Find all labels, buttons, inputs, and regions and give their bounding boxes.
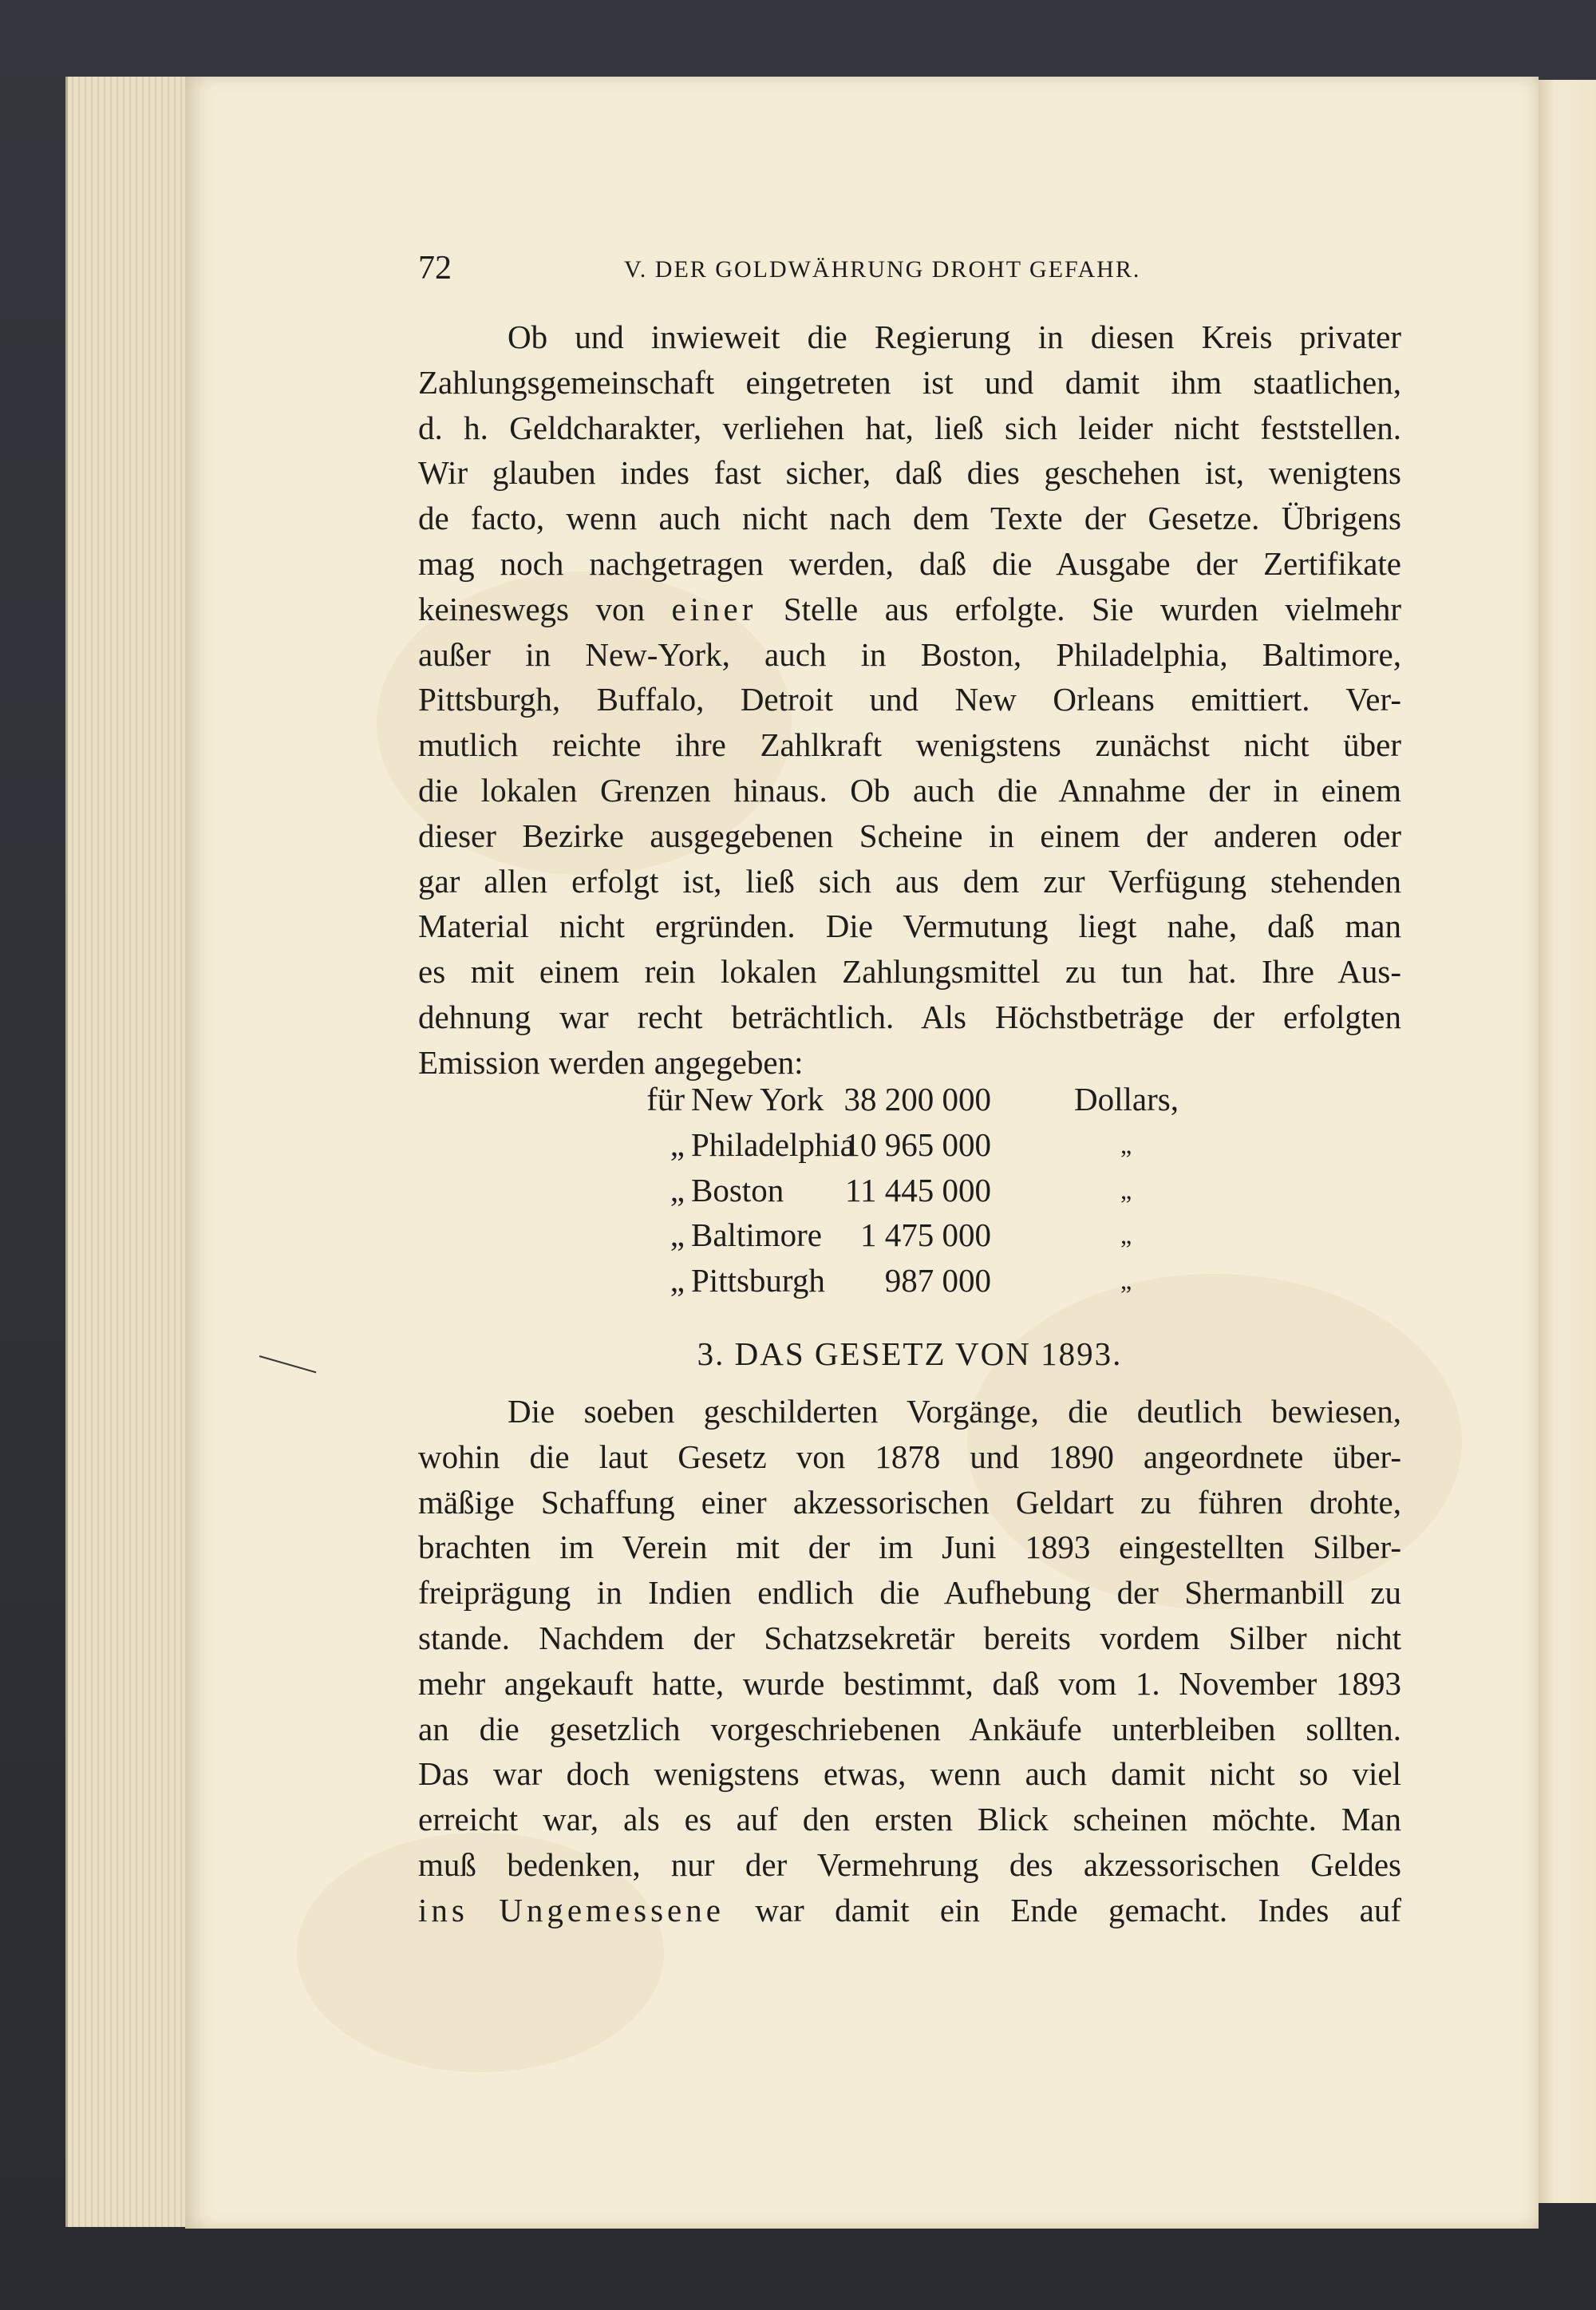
table-row <box>630 1077 1189 1122</box>
emphasized-word: einer <box>671 590 757 627</box>
emission-amount: 987 000 <box>884 1262 991 1299</box>
ditto-mark: „ <box>1120 1175 1132 1204</box>
text-line: es mit einem rein lokalen Zahlungsmittel zu tun hat. Ihre Aus- <box>418 953 1401 991</box>
text-line: Wir glauben indes fast sicher, daß dies geschehen ist, wenigtens <box>418 454 1401 492</box>
row-prefix: „ <box>670 1125 685 1163</box>
text-line: dieser Bezirke ausgegebenen Scheine in einem der anderen oder <box>418 817 1401 854</box>
table-row <box>630 1258 1189 1303</box>
chapter-title: V. DER GOLDWÄHRUNG DROHT GEFAHR. <box>624 256 1141 283</box>
table-row <box>630 1122 1189 1168</box>
city-name: Baltimore <box>691 1216 822 1254</box>
text-line: mäßige Schaffung einer akzessorischen Geldart zu führen drohte, <box>418 1483 1401 1521</box>
section-heading: 3. DAS GESETZ VON 1893. <box>697 1335 1123 1372</box>
paragraph-2 <box>418 1389 1401 1933</box>
emission-amount: 1 475 000 <box>860 1216 991 1254</box>
ditto-mark: „ <box>1120 1266 1132 1295</box>
text-line: mag noch nachgetragen werden, daß die Ausgabe der Zertifikate <box>418 544 1401 582</box>
ditto-mark: „ <box>1120 1220 1132 1250</box>
city-name: Philadelphia <box>691 1125 855 1163</box>
text-line-with-emphasis <box>418 1888 1401 1933</box>
city-name: Pittsburgh <box>691 1262 825 1299</box>
running-head <box>418 244 1400 292</box>
text-segment: keineswegs von <box>418 590 645 627</box>
emission-amount: 10 965 000 <box>843 1125 991 1163</box>
text-segment: war damit ein Ende gemacht. Indes auf <box>755 1891 1401 1928</box>
row-prefix: für <box>646 1081 685 1117</box>
text-line: Emission werden angegeben: <box>418 1043 804 1081</box>
text-line: freiprägung in Indien endlich die Aufhebung der Shermanbill zu <box>418 1574 1401 1612</box>
ditto-mark: „ <box>1120 1129 1132 1159</box>
facing-page-edge <box>1537 80 1596 2203</box>
text-line: Das war doch wenigstens etwas, wenn auch damit nicht so viel <box>418 1755 1401 1793</box>
text-line: Pittsburgh, Buffalo, Detroit und New Orleans emittiert. Ver- <box>418 681 1401 718</box>
text-line: muß bedenken, nur der Vermehrung des akzessorischen Geldes <box>418 1845 1401 1883</box>
text-line: an die gesetzlich vorgeschriebenen Ankäufe unterbleiben sollten. <box>418 1710 1401 1747</box>
text-line: brachten im Verein mit der im Juni 1893 eingestellten Silber- <box>418 1529 1401 1566</box>
row-prefix: „ <box>670 1216 685 1254</box>
text-line: de facto, wenn auch nicht nach dem Texte der Gesetze. Übrigens <box>418 500 1401 537</box>
table-row <box>630 1212 1189 1258</box>
emission-amount: 11 445 000 <box>845 1171 991 1208</box>
emission-table <box>630 1077 1189 1303</box>
text-line: außer in New-York, auch in Boston, Philadelphia, Baltimore, <box>418 635 1401 673</box>
text-line: mutlich reichte ihre Zahlkraft wenigstens zunächst nicht über <box>418 726 1401 764</box>
row-prefix: „ <box>670 1171 685 1208</box>
text-line: d. h. Geldcharakter, verliehen hat, ließ sich leider nicht feststellen. <box>418 409 1401 446</box>
text-line: Material nicht ergründen. Die Vermutung liegt nahe, daß man <box>418 908 1401 945</box>
text-line: erreicht war, als es auf den ersten Blick scheinen möchte. Man <box>418 1801 1401 1838</box>
text-line: dehnung war recht beträchtlich. Als Höchstbeträge der erfolgten <box>418 998 1401 1035</box>
text-line: wohin die laut Gesetz von 1878 und 1890 angeordnete über- <box>418 1438 1401 1475</box>
text-line: gar allen erfolgt ist, ließ sich aus dem zur Verfügung stehenden <box>418 862 1401 900</box>
emission-amount: 38 200 000 <box>843 1081 991 1117</box>
city-name: Boston <box>691 1171 784 1208</box>
emphasized-word: ins <box>418 1891 468 1928</box>
text-line: mehr angekauft hatte, wurde bestimmt, daß vom 1. November 1893 <box>418 1664 1401 1702</box>
page-number: 72 <box>418 250 452 287</box>
book-page-edges <box>65 77 196 2227</box>
text-line: Die soeben geschilderten Vorgänge, die deutlich bewiesen, <box>508 1393 1401 1430</box>
text-line-with-emphasis <box>418 587 1401 632</box>
table-row <box>630 1168 1189 1213</box>
emphasized-word: Ungemessene <box>499 1891 725 1928</box>
currency-unit: Dollars, <box>1074 1081 1179 1117</box>
paragraph-1 <box>418 314 1401 1086</box>
text-line: Zahlungsgemeinschaft eingetreten ist und damit ihm staatlichen, <box>418 363 1401 401</box>
text-line: stande. Nachdem der Schatzsekretär bereits vordem Silber nicht <box>418 1619 1401 1656</box>
text-line: Ob und inwieweit die Regierung in diesen Kreis privater <box>508 318 1401 355</box>
row-prefix: „ <box>670 1262 685 1299</box>
text-segment: Stelle aus erfolgte. Sie wurden vielmehr <box>783 590 1401 627</box>
text-line: die lokalen Grenzen hinaus. Ob auch die Annahme der in einem <box>418 771 1401 809</box>
city-name: New York <box>691 1081 824 1117</box>
